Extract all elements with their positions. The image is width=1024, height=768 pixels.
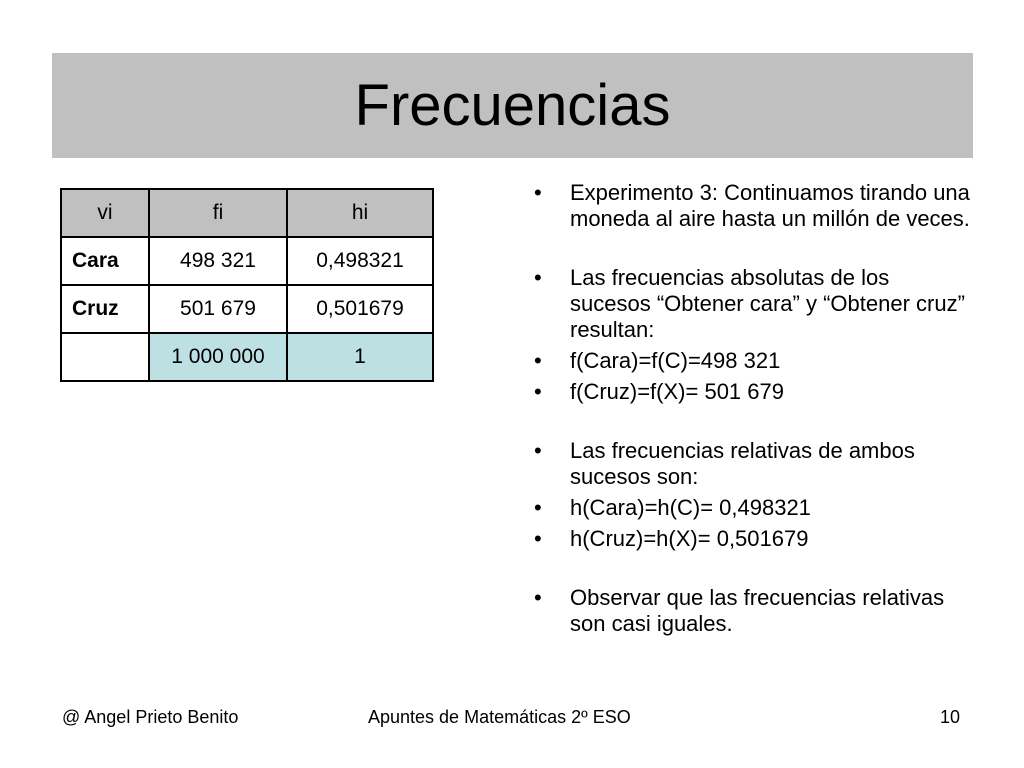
table-row-total [61,333,433,381]
bullet-text: f(Cara)=f(C)=498 321 [570,348,781,373]
table-row [61,285,433,333]
list-item [530,180,970,232]
bullet-text: Observar que las frecuencias relativas son casi iguales. [570,585,945,636]
page-number: 10 [940,707,961,727]
cell-hi-cara: 0,498321 [287,237,433,285]
header-hi: hi [287,189,433,237]
title-bar [52,53,973,158]
bullet-text: Experimento 3: Continuamos tirando una moneda al aire hasta un millón de veces. [570,180,970,231]
header-vi: vi [61,189,149,237]
bullet-text: h(Cruz)=h(X)= 0,501679 [570,526,809,551]
bullet-list [530,180,970,637]
cell-hi-cruz: 0,501679 [287,285,433,333]
header-fi: fi [149,189,287,237]
list-item [530,585,970,637]
list-item [530,438,970,490]
bullet-text: Las frecuencias relativas de ambos sucesos son: [570,438,915,489]
bullet-text: h(Cara)=h(C)= 0,498321 [570,495,811,520]
bullet-icon: • [534,180,542,205]
list-item [530,379,970,405]
row-label-cara: Cara [61,237,149,285]
cell-hi-total: 1 [287,333,433,381]
bullet-icon: • [534,265,542,290]
list-item [530,265,970,343]
list-item [530,495,970,521]
list-item [530,526,970,552]
slide-title: Frecuencias [354,72,671,138]
bullet-text: f(Cruz)=f(X)= 501 679 [570,379,784,404]
bullet-icon: • [534,585,542,610]
cell-fi-cruz: 501 679 [149,285,287,333]
row-label-total [61,333,149,381]
footer-course: Apuntes de Matemáticas 2º ESO [368,707,631,727]
bullet-icon: • [534,526,542,551]
bullet-icon: • [534,379,542,404]
bullet-text: Las frecuencias absolutas de los sucesos “Obtener cara” y “Obtener cruz” resultan: [570,265,965,342]
bullet-icon: • [534,495,542,520]
bullet-icon: • [534,348,542,373]
table-header-row [61,189,433,237]
cell-fi-cara: 498 321 [149,237,287,285]
table-row [61,237,433,285]
row-label-cruz: Cruz [61,285,149,333]
list-item [530,348,970,374]
frequency-table [60,188,434,382]
footer-author: @ Angel Prieto Benito [62,707,239,727]
cell-fi-total: 1 000 000 [149,333,287,381]
bullet-icon: • [534,438,542,463]
